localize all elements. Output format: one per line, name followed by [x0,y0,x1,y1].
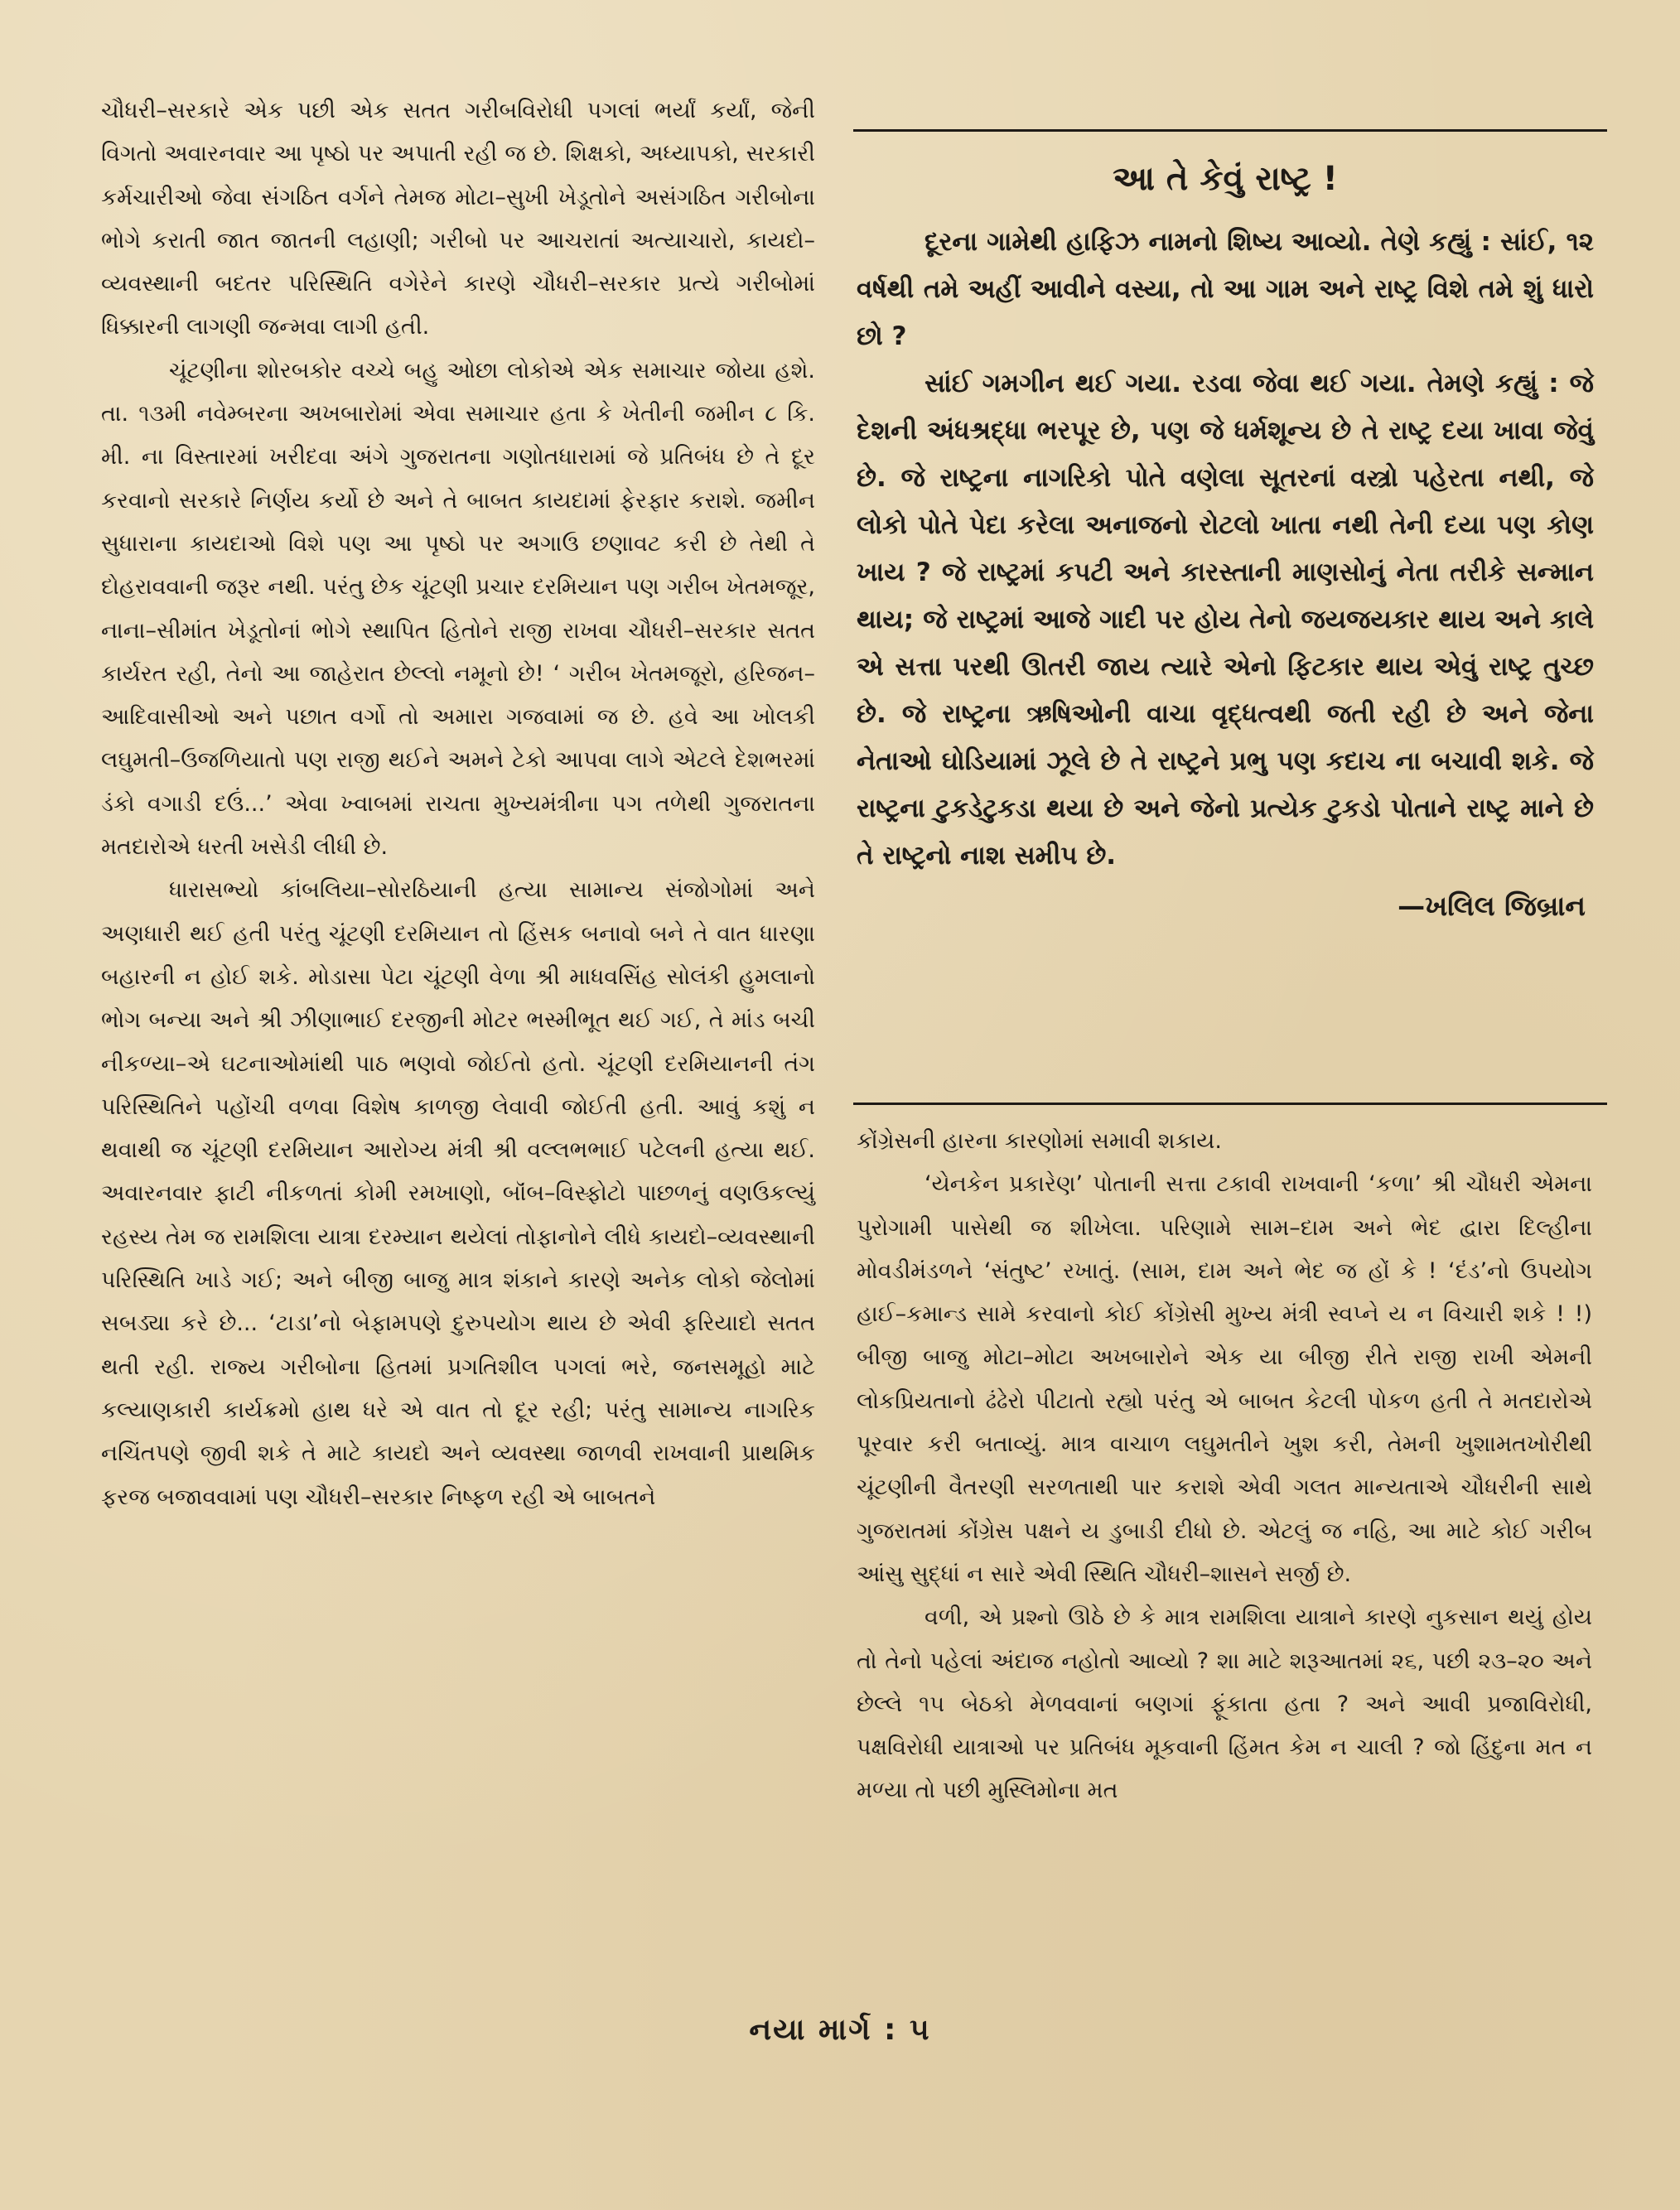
box-paragraph-2: સાંઈ ગમગીન થઈ ગયા. રડવા જેવા થઈ ગયા. તેમણે કહ્યું : જે દેશની અંધશ્રદ્ધા ભરપૂર છે, પણ જે ધર્મશૂન્ય છે તે રાષ્ટ્ર દયા ખાવા જેવું છે. જે રાષ્ટ્રના નાગરિકો પોતે વણેલા સૂતરનાં વસ્ત્રો પહેરતા નથી, જે લોકો પોતે પેદા કરેલા અનાજનો રોટલો ખાતા નથી તેની દયા પણ કોણ ખાય ? જે રાષ્ટ્રમાં કપટી અને કારસ્તાની માણસોનું નેતા તરીકે સન્માન થાય; જે રાષ્ટ્રમાં આજે ગાદી પર હોય તેનો જયજયકાર થાય અને કાલે એ સત્તા પરથી ઊતરી જાય ત્યારે એનો ફિટકાર થાય એવું રાષ્ટ્ર તુચ્છ છે. જે રાષ્ટ્રના ઋષિઓની વાચા વૃદ્ધત્વથી જતી રહી છે અને જેના નેતાઓ ઘોડિયામાં ઝૂલે છે તે રાષ્ટ્રને પ્રભુ પણ કદાચ ના બચાવી શકે. જે રાષ્ટ્રના ટુકડેટુકડા થયા છે અને જેનો પ્રત્યેક ટુકડો પોતાને રાષ્ટ્ર માને છે તે રાષ્ટ્રનો નાશ સમીપ છે. [857,369,1594,871]
box-top-rule [853,129,1607,132]
box-title: આ તે કેવું રાષ્ટ્ર ! [1113,160,1338,198]
quote-box [857,146,1594,931]
box-bottom-rule [853,1103,1607,1105]
left-paragraph-2: ચૂંટણીના શોરબકોર વચ્ચે બહુ ઓછા લોકોએ એક સમાચાર જોયા હશે. તા. ૧૩મી નવેમ્બરના અખબારોમાં એવા સમાચાર હતા કે ખેતીની જમીન ૮ કિ. મી. ના વિસ્તારમાં ખરીદવા અંગે ગુજરાતના ગણોતધારામાં જે પ્રતિબંધ છે તે દૂર કરવાનો સરકારે નિર્ણય કર્યો છે અને તે બાબત કાયદામાં ફેરફાર કરાશે. જમીન સુધારાના કાયદાઓ વિશે પણ આ પૃષ્ઠો પર અગાઉ છણાવટ કરી છે તેથી તે દોહરાવવાની જરૂર નથી. પરંતુ છેક ચૂંટણી પ્રચાર દરમિયાન પણ ગરીબ ખેતમજૂર, નાના–સીમાંત ખેડૂતોનાં ભોગે સ્થાપિત હિતોને રાજી રાખવા ચૌધરી–સરકાર સતત કાર્યરત રહી, તેનો આ જાહેરાત છેલ્લો નમૂનો છે! ‘ ગરીબ ખેતમજૂરો, હરિજન–આદિવાસીઓ અને પછાત વર્ગો તો અમારા ગજવામાં જ છે. હવે આ ખોલકી લઘુમતી–ઉજળિયાતો પણ રાજી થઈને અમને ટેકો આપવા લાગે એટલે દેશભરમાં ડંકો વગાડી દઉં...’ એવા ખ્વાબમાં રાચતા મુખ્યમંત્રીના પગ તળેથી ગુજરાતના મતદારોએ ધરતી ખસેડી લીધી છે. [101,357,815,861]
left-column [101,89,815,1519]
box-body [857,219,1594,880]
left-paragraph-1: ચૌધરી–સરકારે એક પછી એક સતત ગરીબવિરોધી પગલાં ભર્યાં કર્યાં, જેની વિગતો અવારનવાર આ પૃષ્ઠો પર અપાતી રહી જ છે. શિક્ષકો, અધ્યાપકો, સરકારી કર્મચારીઓ જેવા સંગઠિત વર્ગને તેમજ મોટા–સુખી ખેડૂતોને અસંગઠિત ગરીબોના ભોગે કરાતી જાત જાતની લહાણી; ગરીબો પર આચરાતાં અત્યાચારો, કાયદો–વ્યવસ્થાની બદતર પરિસ્થિતિ વગેરેને કારણે ચૌધરી–સરકાર પ્રત્યે ગરીબોમાં ધિક્કારની લાગણી જન્મવા લાગી હતી. [101,98,815,340]
page-footer: નયા માર્ગ : ૫ [749,2013,931,2047]
left-paragraph-3: ધારાસભ્યો કાંબલિયા–સોરઠિયાની હત્યા સામાન્ય સંજોગોમાં અને અણધારી થઈ હતી પરંતુ ચૂંટણી દરમિયાન તો હિંસક બનાવો બને તે વાત ધારણા બહારની ન હોઈ શકે. મોડાસા પેટા ચૂંટણી વેળા શ્રી માધવસિંહ સોલંકી હુમલાનો ભોગ બન્યા અને શ્રી ઝીણાભાઈ દરજીની મોટર ભસ્મીભૂત થઈ ગઈ, તે માંડ બચી નીકળ્યા–એ ઘટનાઓમાંથી પાઠ ભણવો જોઈતો હતો. ચૂંટણી દરમિયાનની તંગ પરિસ્થિતિને પહોંચી વળવા વિશેષ કાળજી લેવાવી જોઈતી હતી. આવું કશું ન થવાથી જ ચૂંટણી દરમિયાન આરોગ્ય મંત્રી શ્રી વલ્લભભાઈ પટેલની હત્યા થઈ. અવારનવાર ફાટી નીકળતાં કોમી રમખાણો, બૉંબ–વિસ્ફોટો પાછળનું વણઉકલ્યું રહસ્ય તેમ જ રામશિલા યાત્રા દરમ્યાન થયેલાં તોફાનોને લીધે કાયદો–વ્યવસ્થાની પરિસ્થિતિ ખાડે ગઈ; અને બીજી બાજુ માત્ર શંકાને કારણે અનેક લોકો જેલોમાં સબડ્યા કરે છે... ‘ટાડા’નો બેફામપણે દુરુપયોગ થાય છે એવી ફરિયાદો સતત થતી રહી. રાજ્ય ગરીબોના હિતમાં પ્રગતિશીલ પગલાં ભરે, જનસમૂહો માટે કલ્યાણકારી કાર્યક્રમો હાથ ધરે એ વાત તો દૂર રહી; પરંતુ સામાન્ય નાગરિક નચિંતપણે જીવી શકે તે માટે કાયદો અને વ્યવસ્થા જાળવી રાખવાની પ્રાથમિક ફરજ બજાવવામાં પણ ચૌધરી–સરકાર નિષ્ફળ રહી એ બાબતને [101,877,815,1510]
right-paragraph-2: ‘યેનકેન પ્રકારેણ’ પોતાની સત્તા ટકાવી રાખવાની ‘કળા’ શ્રી ચૌધરી એમના પુરોગામી પાસેથી જ શીખેલા. પરિણામે સામ–દામ અને ભેદ દ્વારા દિલ્હીના મોવડીમંડળને ‘સંતુષ્ટ’ રખાતું. (સામ, દામ અને ભેદ જ હોં કે ! ‘દંડ’નો ઉપયોગ હાઈ–કમાન્ડ સામે કરવાનો કોઈ કોંગ્રેસી મુખ્ય મંત્રી સ્વપ્ને ય ન વિચારી શકે ! !) બીજી બાજુ મોટા–મોટા અખબારોને એક યા બીજી રીતે રાજી રાખી એમની લોકપ્રિયતાનો ઢંઢેરો પીટાતો રહ્યો પરંતુ એ બાબત કેટલી પોકળ હતી તે મતદારોએ પૂરવાર કરી બતાવ્યું. માત્ર વાચાળ લઘુમતીને ખુશ કરી, તેમની ખુશામતખોરીથી ચૂંટણીની વૈતરણી સરળતાથી પાર કરાશે એવી ગલત માન્યતાએ ચૌધરીની સાથે ગુજરાતમાં કોંગ્રેસ પક્ષને ય ડુબાડી દીધો છે. એટલું જ નહિ, આ માટે કોઈ ગરીબ આંસુ સુદ્ધાં ન સારે એવી સ્થિતિ ચૌધરી–શાસને સર્જી છે. [857,1171,1592,1587]
box-paragraph-1: દૂરના ગામેથી હાફિઝ નામનો શિષ્ય આવ્યો. તેણે કહ્યું : સાંઈ, ૧૨ વર્ષથી તમે અહીં આવીને વસ્યા, તો આ ગામ અને રાષ્ટ્ર વિશે તમે શું ધારો છો ? [857,227,1594,351]
right-paragraph-3: વળી, એ પ્રશ્નો ઊઠે છે કે માત્ર રામશિલા યાત્રાને કારણે નુકસાન થયું હોય તો તેનો પહેલાં અંદાજ નહોતો આવ્યો ? શા માટે શરૂઆતમાં ૨૬, પછી ૨૩–૨૦ અને છેલ્લે ૧૫ બેઠકો મેળવવાનાં બણગાં ફૂંકાતા હતા ? અને આવી પ્રજાવિરોધી, પક્ષવિરોધી યાત્રાઓ પર પ્રતિબંધ મૂકવાની હિંમત કેમ ન ચાલી ? જો હિંદુના મત ન મળ્યા તો પછી મુસ્લિમોના મત [857,1604,1592,1804]
box-author: —ખલિલ જિબ્રાન [1398,890,1586,922]
right-column [857,1120,1592,1813]
right-paragraph-1: કોંગ્રેસની હારના કારણોમાં સમાવી શકાય. [857,1128,1222,1154]
